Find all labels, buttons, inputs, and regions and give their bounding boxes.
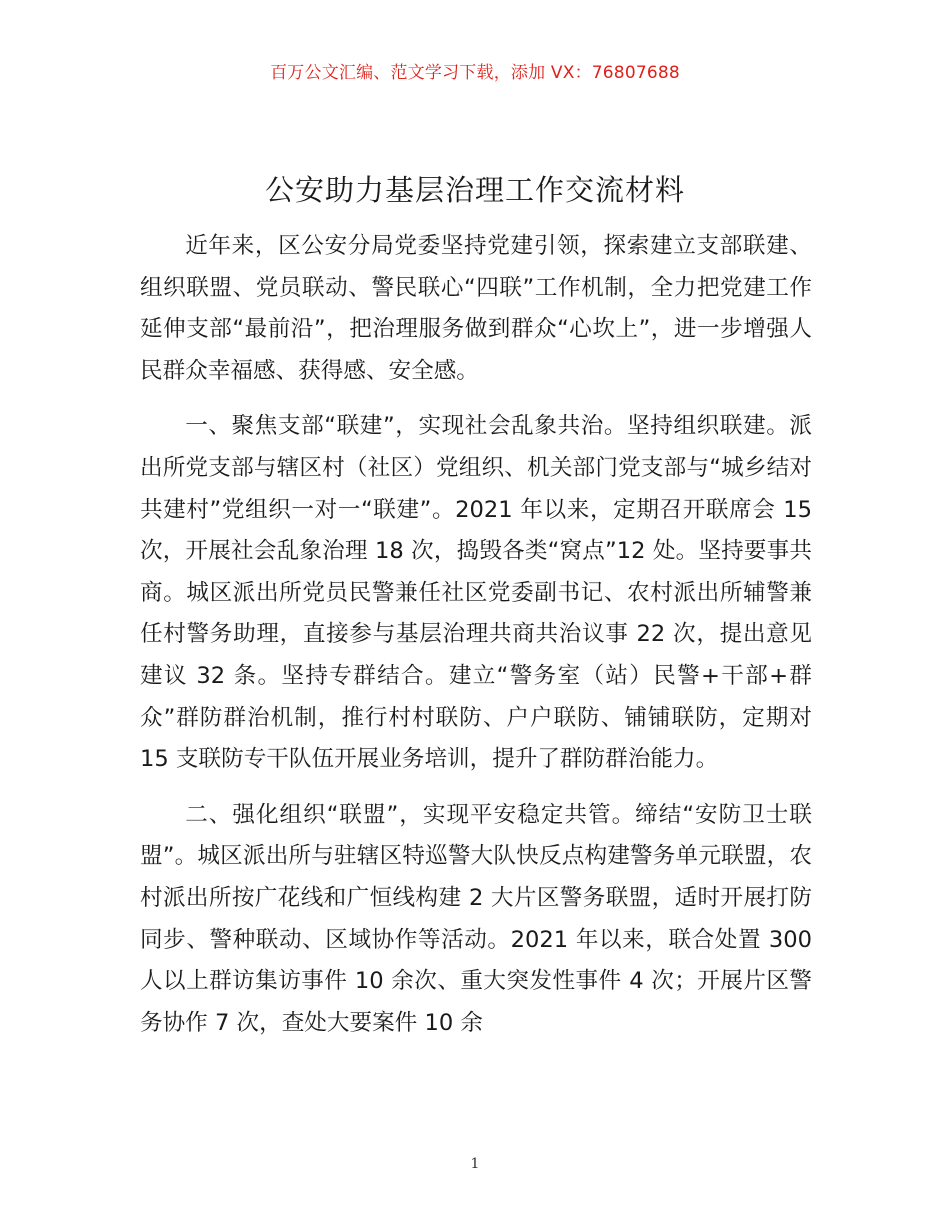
document-title: 公安助力基层治理工作交流材料 — [264, 173, 685, 207]
paragraph-section-2: 二、强化组织“联盟”，实现平安稳定共管。缔结“安防卫士联盟”。城区派出所与驻辖区特巡警大队快反点构建警务单元联盟，农村派出所按广花线和广恒线构建 2 大片区警务联盟，适时开展打防同步、警种联动、区域协作等活动。2021 年以来，联合处置 300 人以上群访集访事件 10 余次、重大突发性事件 4 次；开展片区警务协作 7 次，查处大要案件 10 余 — [140, 801, 812, 1036]
paragraph-intro: 近年来，区公安分局党委坚持党建引领，探索建立支部联建、组织联盟、党员联动、警民联心“四联”工作机制，全力把党建工作延伸支部“最前沿”，把治理服务做到群众“心坎上”，进一步增强人民群众幸福感、获得感、安全感。 — [140, 233, 812, 384]
paragraph-section-1: 一、聚焦支部“联建”，实现社会乱象共治。坚持组织联建。派出所党支部与辖区村（社区）党组织、机关部门党支部与“城乡结对共建村”党组织一对一“联建”。2021 年以来，定期召开联席会 15 次，开展社会乱象治理 18 次，捣毁各类“窝点”12 处。坚持要事共商。城区派出所党员民警兼任社区党委副书记、农村派出所辅警兼任村警务助理，直接参与基层治理共商共治议事 22 次，提出意见建议 32 条。坚持专群结合。建立“警务室（站）民警+干部+群众”群防群治机制，推行村村联防、户户联防、铺铺联防，定期对 15 支联防专干队伍开展业务培训，提升了群防群治能力。 — [140, 413, 812, 773]
watermark-text: 百万公文汇编、范文学习下载，添加 VX：76807688 — [270, 63, 680, 83]
document-body — [140, 226, 812, 1058]
page-number: 1 — [470, 1156, 480, 1172]
